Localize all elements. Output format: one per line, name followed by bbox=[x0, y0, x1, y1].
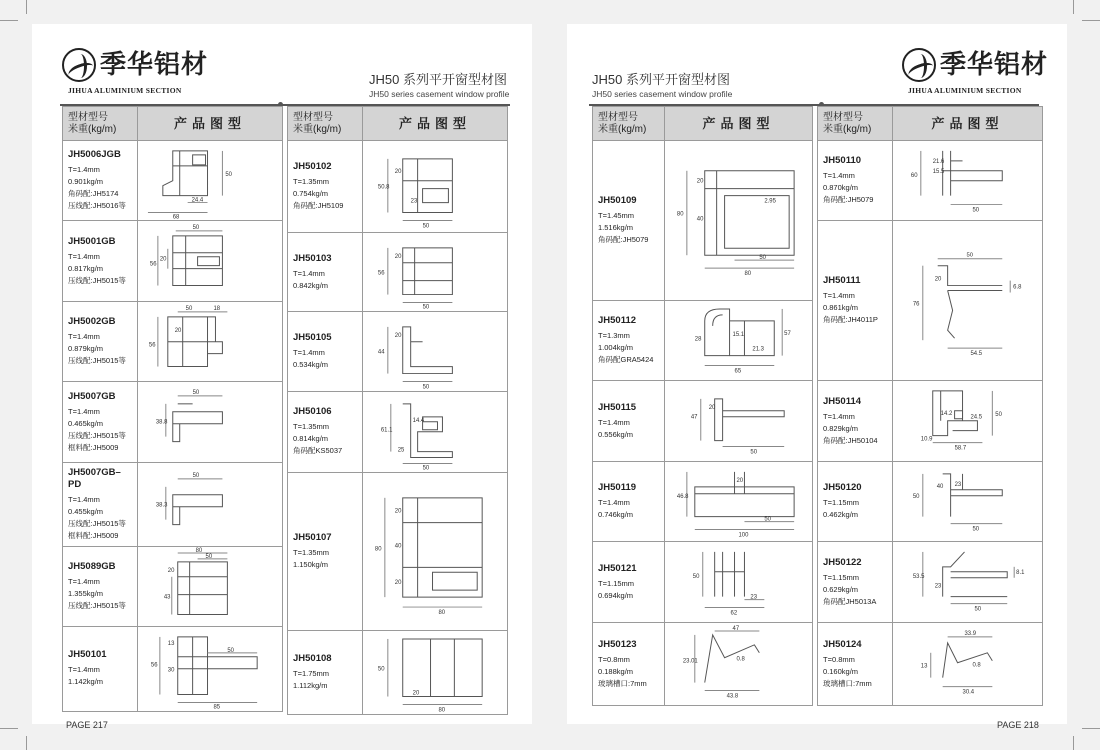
brand-name-cn: 季华铝材 bbox=[940, 50, 1049, 80]
svg-text:23: 23 bbox=[954, 481, 962, 488]
profile-table-right-a bbox=[592, 106, 813, 706]
svg-text:50: 50 bbox=[422, 223, 430, 230]
profile-code: JH50105 bbox=[293, 332, 332, 344]
profile-drawing bbox=[893, 221, 1042, 380]
svg-text:50: 50 bbox=[225, 171, 233, 178]
profile-drawing bbox=[363, 141, 507, 232]
profile-drawing bbox=[363, 392, 507, 471]
crop-mark bbox=[1082, 20, 1100, 21]
svg-text:6.8: 6.8 bbox=[1013, 285, 1022, 292]
svg-text:21.6: 21.6 bbox=[932, 158, 945, 165]
brand-logo bbox=[62, 48, 209, 95]
series-title-cn: JH50 系列平开窗型材图 bbox=[592, 72, 730, 87]
crop-mark bbox=[1073, 0, 1074, 14]
svg-text:14.2: 14.2 bbox=[940, 411, 953, 418]
profile-table-right-b bbox=[817, 106, 1043, 706]
profile-code: JH50114 bbox=[823, 395, 862, 407]
svg-text:23: 23 bbox=[934, 584, 942, 591]
profile-row: JH5002GB T=1.4mm 0.879kg/m 压线配:JH5015等 50 18 20 56 bbox=[63, 301, 283, 381]
profile-row: JH5007GB–PD T=1.4mm 0.455kg/m 压线配:JH5015等 框料配:JH5009 50 38.3 bbox=[63, 462, 283, 546]
svg-text:56: 56 bbox=[148, 342, 156, 349]
profile-code: JH5007GB–PD bbox=[68, 466, 121, 490]
svg-text:54.5: 54.5 bbox=[970, 351, 983, 358]
profile-drawing bbox=[363, 233, 507, 310]
svg-text:47: 47 bbox=[690, 415, 698, 422]
svg-text:65: 65 bbox=[734, 368, 742, 375]
series-title-cn: JH50 系列平开窗型材图 bbox=[369, 72, 507, 87]
catalog-page-left bbox=[32, 24, 532, 730]
profile-row: JH50121 T=1.15mm 0.694kg/m 50 23 62 bbox=[593, 542, 813, 622]
svg-text:23: 23 bbox=[750, 594, 758, 601]
svg-text:44: 44 bbox=[377, 349, 385, 356]
svg-text:23.01: 23.01 bbox=[682, 658, 698, 665]
profile-code: JH5006JGB bbox=[68, 149, 121, 161]
svg-text:43: 43 bbox=[163, 594, 171, 601]
brand-name-en: JIHUA ALUMINIUM SECTION bbox=[68, 86, 182, 95]
profile-code: JH50121 bbox=[598, 562, 637, 574]
profile-row: JH50108 T=1.75mm 1.112kg/m 50 20 80 bbox=[288, 630, 508, 714]
svg-text:43.8: 43.8 bbox=[726, 693, 739, 700]
profile-row: JH50115 T=1.4mm 0.556kg/m 20 47 50 bbox=[593, 381, 813, 461]
svg-text:25: 25 bbox=[397, 447, 405, 454]
svg-text:0.8: 0.8 bbox=[972, 662, 981, 669]
brand-emblem-icon bbox=[902, 48, 936, 82]
brand-logo bbox=[902, 48, 1049, 95]
profile-code: JH50102 bbox=[293, 161, 332, 173]
svg-text:76: 76 bbox=[912, 301, 920, 308]
profile-code: JH50111 bbox=[823, 275, 861, 287]
col-header-model: 型材型号 米重(kg/m) bbox=[288, 107, 363, 141]
svg-text:50: 50 bbox=[974, 606, 982, 613]
svg-text:24.5: 24.5 bbox=[970, 415, 983, 422]
profile-drawing bbox=[665, 623, 812, 705]
profile-row: JH50114 T=1.4mm 0.829kg/m 角码配:JH50104 14.2 24.5 50 10.9 58.7 bbox=[818, 381, 1043, 461]
brand-name-cn: 季华铝材 bbox=[100, 50, 209, 80]
svg-text:20: 20 bbox=[394, 508, 402, 515]
profile-row: JH5006JGB T=1.4mm 0.901kg/m 角码配:JH5174 压线配:JH5016等 50 24.4 68 bbox=[63, 141, 283, 221]
series-title-en: JH50 series casement window profile bbox=[592, 89, 733, 99]
profile-drawing bbox=[138, 382, 282, 461]
svg-text:53.5: 53.5 bbox=[912, 574, 925, 581]
profile-code: JH50119 bbox=[598, 482, 637, 494]
svg-text:2.95: 2.95 bbox=[764, 198, 776, 205]
svg-text:50: 50 bbox=[205, 553, 213, 560]
profile-code: JH50120 bbox=[823, 482, 862, 494]
profile-row: JH5089GB T=1.4mm 1.355kg/m 压线配:JH5015等 80 50 20 43 bbox=[63, 546, 283, 626]
col-header-picture: 产品图型 bbox=[138, 107, 283, 141]
profile-code: JH50103 bbox=[293, 252, 332, 264]
svg-text:85: 85 bbox=[213, 704, 221, 711]
profile-code: JH50107 bbox=[293, 531, 332, 543]
profile-drawing bbox=[665, 462, 812, 541]
svg-text:20: 20 bbox=[412, 690, 420, 697]
svg-text:24.4: 24.4 bbox=[191, 197, 204, 204]
svg-text:80: 80 bbox=[676, 211, 684, 218]
page-number: PAGE 217 bbox=[66, 720, 108, 730]
svg-text:10.9: 10.9 bbox=[920, 437, 933, 444]
profile-code: JH50112 bbox=[598, 315, 637, 327]
profile-row: JH50109 T=1.45mm 1.516kg/m 角码配:JH5079 20 80 40 2.95 50 80 bbox=[593, 141, 813, 301]
profile-row: JH50120 T=1.15mm 0.462kg/m 50 40 23 50 bbox=[818, 461, 1043, 541]
series-title bbox=[592, 69, 732, 99]
svg-text:20: 20 bbox=[394, 254, 402, 261]
profile-code: JH5007GB bbox=[68, 390, 116, 402]
svg-text:50: 50 bbox=[192, 390, 200, 397]
profile-drawing bbox=[363, 631, 507, 714]
svg-text:50: 50 bbox=[972, 207, 980, 214]
col-header-picture: 产品图型 bbox=[893, 107, 1043, 141]
svg-text:50: 50 bbox=[422, 465, 430, 472]
profile-row: JH50110 T=1.4mm 0.870kg/m 角码配:JH5079 21.6 15.5 60 50 bbox=[818, 141, 1043, 221]
svg-text:50.8: 50.8 bbox=[377, 184, 390, 191]
crop-mark bbox=[1073, 736, 1074, 750]
profile-drawing bbox=[138, 547, 282, 626]
profile-drawing bbox=[893, 462, 1042, 541]
profile-row: JH50119 T=1.4mm 0.746kg/m 46.8 20 50 100 bbox=[593, 461, 813, 541]
svg-text:80: 80 bbox=[744, 271, 752, 278]
profile-drawing bbox=[665, 381, 812, 460]
profile-drawing bbox=[893, 542, 1042, 621]
crop-mark bbox=[0, 728, 18, 729]
svg-text:61.1: 61.1 bbox=[380, 427, 393, 434]
profile-code: JH5089GB bbox=[68, 560, 116, 572]
profile-drawing bbox=[363, 473, 507, 630]
svg-text:50: 50 bbox=[759, 255, 766, 262]
profile-code: JH50109 bbox=[598, 195, 637, 206]
svg-text:68: 68 bbox=[172, 214, 180, 221]
profile-drawing bbox=[665, 141, 812, 300]
svg-text:80: 80 bbox=[374, 546, 382, 553]
profile-code: JH50108 bbox=[293, 652, 332, 664]
svg-text:20: 20 bbox=[394, 579, 402, 586]
svg-text:30: 30 bbox=[167, 667, 175, 674]
col-header-picture: 产品图型 bbox=[665, 107, 813, 141]
profile-drawing bbox=[138, 141, 282, 220]
col-header-model: 型材型号 米重(kg/m) bbox=[593, 107, 665, 141]
profile-row: JH50112 T=1.3mm 1.004kg/m 角码配GRA5424 28 15.1 21.3 57 65 bbox=[593, 301, 813, 381]
svg-text:20: 20 bbox=[394, 332, 402, 339]
svg-text:8.1: 8.1 bbox=[1016, 570, 1025, 577]
profile-code: JH50110 bbox=[823, 155, 862, 167]
profile-row: JH50106 T=1.35mm 0.814kg/m 角码配KS5037 61.1 14.4 25 50 bbox=[288, 392, 508, 472]
col-header-picture: 产品图型 bbox=[363, 107, 508, 141]
svg-text:50: 50 bbox=[912, 493, 920, 500]
svg-text:20: 20 bbox=[394, 168, 402, 175]
profile-drawing bbox=[893, 141, 1042, 220]
svg-text:40: 40 bbox=[936, 483, 944, 490]
series-title bbox=[369, 69, 509, 99]
crop-mark bbox=[1082, 728, 1100, 729]
svg-text:20: 20 bbox=[696, 178, 704, 185]
svg-text:40: 40 bbox=[696, 216, 704, 223]
svg-text:50: 50 bbox=[966, 253, 974, 260]
svg-text:15.5: 15.5 bbox=[932, 168, 945, 175]
crop-mark bbox=[26, 736, 27, 750]
profile-code: JH5001GB bbox=[68, 235, 116, 247]
brand-emblem-icon bbox=[62, 48, 96, 82]
profile-code: JH50115 bbox=[598, 401, 637, 413]
profile-code: JH50124 bbox=[823, 638, 862, 650]
svg-text:38.3: 38.3 bbox=[155, 502, 168, 509]
crop-mark bbox=[26, 0, 27, 14]
brand-name-en: JIHUA ALUMINIUM SECTION bbox=[908, 86, 1022, 95]
svg-text:13: 13 bbox=[167, 641, 175, 648]
svg-text:50: 50 bbox=[764, 516, 771, 523]
svg-text:50: 50 bbox=[227, 648, 234, 655]
profile-code: JH5002GB bbox=[68, 316, 116, 328]
svg-text:38.8: 38.8 bbox=[155, 420, 168, 427]
svg-text:62: 62 bbox=[730, 610, 738, 617]
svg-text:20: 20 bbox=[174, 327, 182, 334]
svg-text:30.4: 30.4 bbox=[962, 689, 975, 696]
svg-text:14.4: 14.4 bbox=[412, 418, 425, 425]
svg-text:20: 20 bbox=[167, 567, 175, 574]
profile-row: JH50105 T=1.4mm 0.534kg/m 20 44 50 bbox=[288, 311, 508, 391]
svg-text:28: 28 bbox=[694, 336, 702, 343]
profile-row: JH50111 T=1.4mm 0.861kg/m 角码配:JH4011P 50 20 6.8 76 54.5 bbox=[818, 221, 1043, 381]
svg-text:58.7: 58.7 bbox=[954, 445, 967, 452]
profile-code: JH50101 bbox=[68, 649, 107, 661]
svg-text:50: 50 bbox=[995, 412, 1002, 419]
svg-text:56: 56 bbox=[149, 262, 157, 269]
svg-text:23: 23 bbox=[410, 198, 418, 205]
svg-text:50: 50 bbox=[422, 384, 430, 391]
svg-text:50: 50 bbox=[185, 305, 193, 312]
col-header-model: 型材型号 米重(kg/m) bbox=[818, 107, 893, 141]
profile-code: JH50122 bbox=[823, 556, 862, 568]
svg-text:20: 20 bbox=[934, 277, 942, 284]
svg-text:50: 50 bbox=[692, 574, 700, 581]
svg-text:20: 20 bbox=[159, 257, 167, 264]
profile-code: JH50123 bbox=[598, 638, 637, 650]
catalog-page-right bbox=[567, 24, 1067, 730]
svg-text:13: 13 bbox=[920, 663, 928, 670]
svg-text:50: 50 bbox=[422, 304, 430, 311]
series-title-en: JH50 series casement window profile bbox=[369, 89, 510, 99]
profile-code: JH50106 bbox=[293, 406, 332, 418]
col-header-model: 型材型号 米重(kg/m) bbox=[63, 107, 138, 141]
svg-text:47: 47 bbox=[732, 625, 740, 632]
profile-row: JH50122 T=1.15mm 0.629kg/m 角码配JH5013A 53.5 8.1 23 50 bbox=[818, 542, 1043, 622]
svg-text:80: 80 bbox=[195, 547, 203, 554]
profile-row: JH50124 T=0.8mm 0.160kg/m 玻璃槽口:7mm 33.9 0.8 13 30.4 bbox=[818, 622, 1043, 705]
profile-drawing bbox=[893, 623, 1042, 705]
profile-row: JH50102 T=1.35mm 0.754kg/m 角码配:JH5109 20 50.8 23 50 bbox=[288, 141, 508, 233]
svg-text:50: 50 bbox=[972, 526, 980, 533]
svg-text:21.3: 21.3 bbox=[752, 346, 764, 353]
svg-text:15.1: 15.1 bbox=[732, 331, 745, 338]
profile-row: JH50101 T=1.4mm 1.142kg/m 13 30 56 50 85 bbox=[63, 627, 283, 711]
svg-text:60: 60 bbox=[910, 172, 918, 179]
profile-drawing bbox=[138, 465, 282, 544]
svg-text:20: 20 bbox=[708, 405, 716, 412]
svg-text:33.9: 33.9 bbox=[964, 630, 977, 637]
profile-row: JH5007GB T=1.4mm 0.465kg/m 压线配:JH5015等 框料配:JH5009 50 38.8 bbox=[63, 382, 283, 462]
svg-text:50: 50 bbox=[192, 472, 200, 479]
svg-text:18: 18 bbox=[213, 305, 221, 312]
svg-text:20: 20 bbox=[736, 477, 744, 484]
profile-row: JH50103 T=1.4mm 0.842kg/m 20 56 50 bbox=[288, 233, 508, 311]
profile-drawing bbox=[138, 221, 282, 300]
profile-drawing bbox=[138, 627, 282, 710]
svg-text:80: 80 bbox=[438, 609, 446, 616]
page-number: PAGE 218 bbox=[997, 720, 1039, 730]
svg-text:56: 56 bbox=[377, 271, 385, 278]
svg-text:80: 80 bbox=[438, 707, 446, 714]
profile-row: JH50107 T=1.35mm 1.150kg/m 20 80 40 20 80 bbox=[288, 472, 508, 630]
profile-row: JH50123 T=0.8mm 0.188kg/m 玻璃槽口:7mm 47 0.8 23.01 43.8 bbox=[593, 622, 813, 705]
svg-text:0.8: 0.8 bbox=[736, 656, 745, 663]
profile-row: JH5001GB T=1.4mm 0.817kg/m 压线配:JH5015等 50 20 56 bbox=[63, 221, 283, 301]
profile-drawing bbox=[138, 302, 282, 381]
svg-text:40: 40 bbox=[394, 543, 402, 550]
profile-drawing bbox=[665, 301, 812, 380]
profile-table-left-b bbox=[287, 106, 508, 715]
profile-table-left-a bbox=[62, 106, 283, 712]
profile-drawing bbox=[893, 381, 1042, 460]
svg-text:50: 50 bbox=[377, 666, 385, 673]
svg-text:50: 50 bbox=[192, 225, 200, 232]
profile-drawing bbox=[665, 542, 812, 621]
svg-text:57: 57 bbox=[784, 330, 791, 337]
svg-text:50: 50 bbox=[750, 449, 758, 456]
svg-text:56: 56 bbox=[150, 662, 158, 669]
svg-text:100: 100 bbox=[738, 532, 749, 539]
crop-mark bbox=[0, 20, 18, 21]
profile-drawing bbox=[363, 312, 507, 391]
svg-text:46.8: 46.8 bbox=[676, 493, 689, 500]
